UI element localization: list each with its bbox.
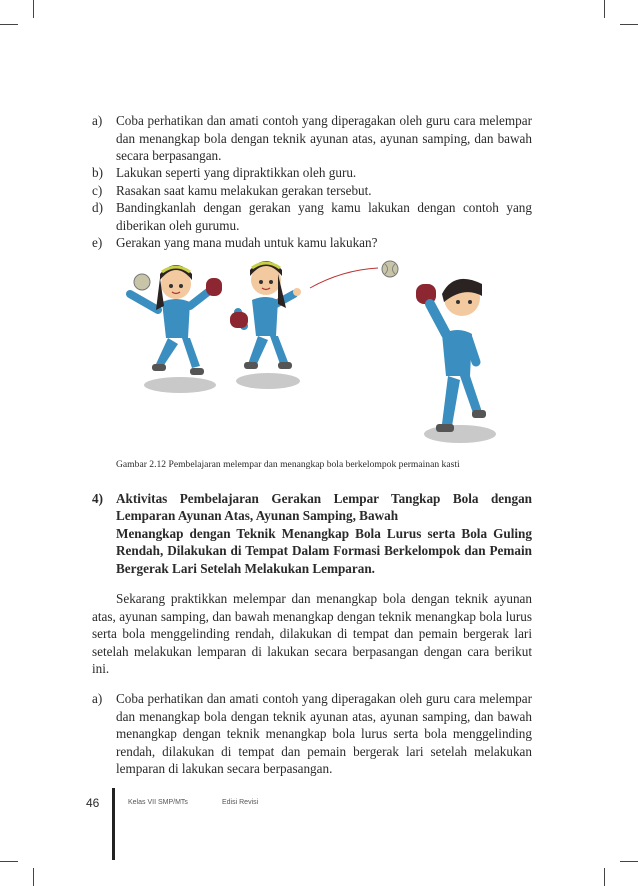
list-letter: b)	[92, 165, 103, 180]
list-text: Gerakan yang mana mudah untuk kamu lakukan?	[116, 235, 378, 250]
crop-mark	[0, 24, 18, 25]
list-letter: e)	[92, 235, 103, 250]
list-text: Coba perhatikan dan amati contoh yang diperagakan oleh guru cara melempar dan menangkap bola dengan teknik ayunan atas, ayunan samping, dan bawah menangkap dengan teknik menangkap bola lurus serta bola menggelinding rendah, dilakukan di tempat dan pemain bergerak lari setelah melakukan lemparan di lakukan secara berpasangan.	[116, 691, 532, 777]
girl-thrower-2	[230, 261, 301, 369]
crop-mark	[33, 868, 34, 886]
girl-thrower-1	[130, 265, 222, 375]
list-letter: a)	[92, 691, 103, 706]
boy-catcher	[416, 279, 486, 432]
list-letter: d)	[92, 200, 103, 215]
section-heading-line2: Menangkap dengan Teknik Menangkap Bola Lurus serta Bola Guling Rendah, Dilakukan di Tempat Dalam Formasi Berkelompok dan Pemain Bergerak Lari Setelah Melakukan Lemparan.	[116, 526, 532, 576]
shadow	[236, 373, 300, 389]
list-letter: a)	[92, 113, 103, 128]
section-number: 4)	[92, 491, 103, 506]
illustration-throwing-catching	[120, 250, 500, 446]
shadow	[144, 377, 216, 393]
list-text: Rasakan saat kamu melakukan gerakan tersebut.	[116, 183, 372, 198]
list-letter: c)	[92, 183, 103, 198]
list-text: Bandingkanlah dengan gerakan yang kamu lakukan dengan contoh yang diberikan oleh gurumu.	[116, 200, 532, 233]
list-item-a	[92, 112, 532, 166]
crop-mark	[33, 0, 34, 18]
footer-edition: Edisi Revisi	[222, 799, 259, 806]
list-text: Lakukan seperti yang dipraktikkan oleh guru.	[116, 165, 357, 180]
ball-trajectory	[310, 268, 378, 288]
crop-mark	[604, 0, 605, 18]
ball-icon	[382, 261, 398, 277]
page-number: 46	[86, 796, 100, 810]
crop-mark	[604, 868, 605, 886]
crop-mark	[620, 24, 638, 25]
crop-mark	[0, 861, 18, 862]
section-heading-line1: Aktivitas Pembelajaran Gerakan Lempar Tangkap Bola dengan Lemparan Ayunan Atas, Ayunan Samping, Bawah	[116, 491, 532, 524]
body-paragraph: Sekarang praktikkan melempar dan menangkap bola dengan teknik ayunan atas, ayunan samping, dan bawah menangkap dengan teknik menangkap bola lurus serta bola menggelinding rendah, dilakukan di tempat dan pemain bergerak lari setelah melakukan lemparan di lakukan secara berpasangan dengan cara berikut ini.	[92, 591, 532, 677]
crop-mark	[620, 861, 638, 862]
footer-book: Kelas VII SMP/MTs	[128, 799, 188, 806]
ball-icon	[134, 274, 150, 290]
shadow	[424, 425, 496, 443]
list-text: Coba perhatikan dan amati contoh yang diperagakan oleh guru cara melempar dan menangkap bola dengan teknik ayunan atas, ayunan samping, dan bawah secara berpasangan.	[116, 113, 532, 164]
figure-caption: Gambar 2.12 Pembelajaran melempar dan menangkap bola berkelompok permainan kasti	[116, 459, 460, 470]
footer-divider	[112, 788, 115, 860]
